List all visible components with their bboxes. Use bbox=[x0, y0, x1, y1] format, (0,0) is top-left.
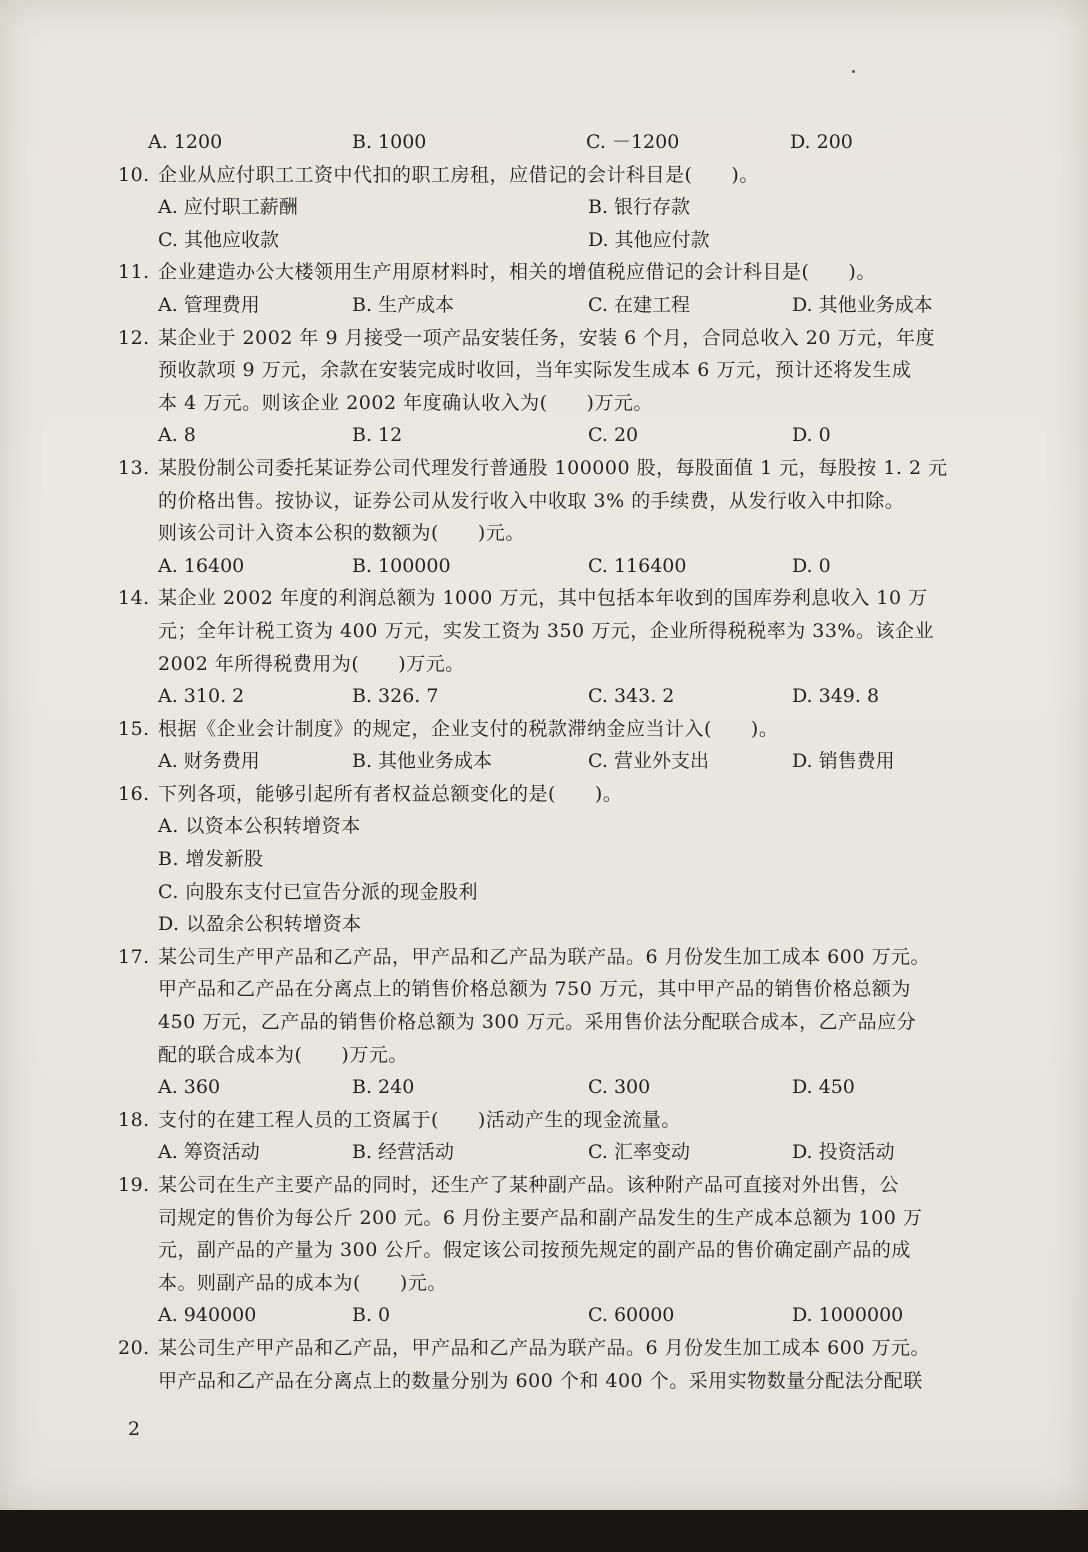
question-stem-continued: 450 万元，乙产品的销售价格总额为 300 万元。采用售价法分配联合成本，乙产品应分 bbox=[158, 1011, 917, 1034]
question-number: 13. bbox=[118, 456, 150, 479]
question-number: 15. bbox=[118, 717, 150, 740]
question-19 bbox=[118, 1169, 1008, 1332]
question-stem: 某企业于 2002 年 9 月接受一项产品安装任务，安装 6 个月，合同总收入 20 万元，年度 bbox=[158, 326, 936, 349]
question-list bbox=[118, 126, 1008, 1397]
question-stem: 企业从应付职工工资中代扣的职工房租，应借记的会计科目是( )。 bbox=[158, 163, 759, 186]
question-stem: 根据《企业会计制度》的规定，企业支付的税款滞纳金应当计入( )。 bbox=[158, 717, 779, 740]
question-number: 10. bbox=[118, 163, 150, 186]
option-b: B. 经营活动 bbox=[352, 1141, 455, 1164]
option-c: C. 在建工程 bbox=[588, 293, 690, 316]
option-c: C. 60000 bbox=[588, 1304, 675, 1327]
question-stem-continued: 2002 年所得税费用为( )万元。 bbox=[158, 652, 465, 675]
question-number: 19. bbox=[118, 1174, 150, 1196]
option-a: A. 310. 2 bbox=[158, 685, 245, 708]
question-number: 20. bbox=[118, 1336, 150, 1359]
question-11 bbox=[118, 256, 1008, 321]
option-d: D. 0 bbox=[792, 554, 831, 577]
question-17 bbox=[118, 941, 1008, 1104]
option-d: D. 其他应付款 bbox=[588, 228, 710, 251]
question-16 bbox=[118, 778, 1008, 941]
option-b: B. 326. 7 bbox=[352, 685, 439, 708]
options-row bbox=[118, 289, 1008, 322]
option-d: D. 销售费用 bbox=[792, 750, 895, 773]
options-row bbox=[118, 1299, 1008, 1332]
question-10 bbox=[118, 159, 1008, 257]
question-stem-continued: 甲产品和乙产品在分离点上的销售价格总额为 750 万元，其中甲产品的销售价格总额为 bbox=[158, 978, 911, 1001]
question-stem-continued: 司规定的售价为每公斤 200 元。6 月份主要产品和副产品发生的生产成本总额为 100 万 bbox=[158, 1206, 923, 1229]
question-stem: 某股份制公司委托某证券公司代理发行普通股 100000 股，每股面值 1 元，每股按 1. 2 元 bbox=[158, 456, 948, 479]
option-b: B. 增发新股 bbox=[158, 848, 264, 871]
question-stem-continued: 元，副产品的产量为 300 公斤。假定该公司按预先规定的副产品的售价确定副产品的成 bbox=[158, 1239, 911, 1262]
option-b: B. 100000 bbox=[352, 554, 451, 577]
question-stem: 某公司生产甲产品和乙产品，甲产品和乙产品为联产品。6 月份发生加工成本 600 万元。 bbox=[158, 945, 930, 968]
question-number: 16. bbox=[118, 782, 150, 805]
question-stem-continued: 元；全年计税工资为 400 万元，实发工资为 350 万元，企业所得税税率为 33%。该企业 bbox=[158, 619, 934, 642]
question-stem-continued: 的价格出售。按协议，证券公司从发行收入中收取 3% 的手续费，从发行收入中扣除。 bbox=[158, 489, 905, 512]
option-c: C. 20 bbox=[588, 424, 639, 447]
option-c: C. 116400 bbox=[588, 554, 687, 577]
question-stem-continued: 预收款项 9 万元，余款在安装完成时收回，当年实际发生成本 6 万元，预计还将发生成 bbox=[158, 359, 912, 382]
option-a: A. 以资本公积转增资本 bbox=[158, 815, 361, 838]
option-b: B. 0 bbox=[352, 1304, 391, 1327]
question-stem-continued: 则该公司计入资本公积的数额为( )元。 bbox=[158, 522, 525, 545]
question-number: 12. bbox=[118, 326, 150, 349]
question-stem: 某公司在生产主要产品的同时，还生产了某种副产品。该种附产品可直接对外出售，公 bbox=[158, 1174, 900, 1196]
option-d: D. 450 bbox=[792, 1076, 855, 1099]
option-a: A. 管理费用 bbox=[158, 293, 260, 316]
options-row bbox=[118, 224, 1008, 257]
scanner-edge bbox=[0, 1510, 1088, 1552]
question-stem-continued: 甲产品和乙产品在分离点上的数量分别为 600 个和 400 个。采用实物数量分配法分配联 bbox=[158, 1369, 923, 1392]
question-number: 18. bbox=[118, 1108, 150, 1131]
option-a: A. 财务费用 bbox=[158, 750, 260, 773]
option-d: D. 200 bbox=[790, 131, 853, 153]
option-a: A. 360 bbox=[158, 1076, 221, 1099]
question-20 bbox=[118, 1332, 1008, 1397]
question-stem: 某企业 2002 年度的利润总额为 1000 万元，其中包括本年收到的国库券利息收入 10 万 bbox=[158, 587, 928, 610]
options-row bbox=[118, 419, 1008, 452]
question-stem: 下列各项，能够引起所有者权益总额变化的是( )。 bbox=[158, 782, 623, 805]
option-b: B. 12 bbox=[352, 424, 403, 447]
question-15 bbox=[118, 713, 1008, 778]
options-row bbox=[118, 680, 1008, 713]
question-stem: 某公司生产甲产品和乙产品，甲产品和乙产品为联产品。6 月份发生加工成本 600 万元。 bbox=[158, 1336, 930, 1359]
question-9-options bbox=[118, 126, 1008, 159]
question-number: 17. bbox=[118, 945, 150, 968]
options-row bbox=[118, 191, 1008, 224]
option-c: C. 汇率变动 bbox=[588, 1141, 690, 1164]
option-a: A. 940000 bbox=[158, 1304, 257, 1327]
question-stem-continued: 本 4 万元。则该企业 2002 年度确认收入为( )万元。 bbox=[158, 391, 653, 414]
option-c: C. 向股东支付已宣告分派的现金股利 bbox=[158, 880, 478, 903]
option-c: C. －1200 bbox=[586, 131, 680, 153]
page-number: 2 bbox=[128, 1418, 141, 1440]
option-d: D. 349. 8 bbox=[792, 685, 880, 708]
question-number: 11. bbox=[118, 261, 150, 284]
option-d: D. 其他业务成本 bbox=[792, 293, 933, 316]
option-d: D. 以盈余公积转增资本 bbox=[158, 913, 362, 936]
question-14 bbox=[118, 582, 1008, 712]
options-row bbox=[118, 1071, 1008, 1104]
question-13 bbox=[118, 452, 1008, 582]
ink-speck bbox=[852, 70, 855, 73]
question-stem-continued: 本。则副产品的成本为( )元。 bbox=[158, 1271, 447, 1294]
option-b: B. 其他业务成本 bbox=[352, 750, 493, 773]
option-a: A. 16400 bbox=[158, 554, 245, 577]
question-12 bbox=[118, 322, 1008, 452]
option-c: C. 343. 2 bbox=[588, 685, 675, 708]
option-a: A. 8 bbox=[158, 424, 196, 447]
option-b: B. 银行存款 bbox=[588, 196, 691, 219]
option-d: D. 投资活动 bbox=[792, 1141, 895, 1164]
option-d: D. 1000000 bbox=[792, 1304, 904, 1327]
option-c: C. 营业外支出 bbox=[588, 750, 709, 773]
option-c: C. 其他应收款 bbox=[158, 228, 279, 251]
option-a: A. 应付职工薪酬 bbox=[158, 196, 298, 219]
question-stem: 企业建造办公大楼领用生产用原材料时，相关的增值税应借记的会计科目是( )。 bbox=[158, 261, 876, 284]
options-row bbox=[118, 745, 1008, 778]
option-d: D. 0 bbox=[792, 424, 831, 447]
option-b: B. 1000 bbox=[352, 131, 427, 153]
option-c: C. 300 bbox=[588, 1076, 651, 1099]
options-row bbox=[118, 550, 1008, 583]
question-stem-continued: 配的联合成本为( )万元。 bbox=[158, 1043, 408, 1066]
question-18 bbox=[118, 1104, 1008, 1169]
option-a: A. 1200 bbox=[148, 131, 223, 153]
question-number: 14. bbox=[118, 587, 150, 610]
options-row bbox=[118, 1136, 1008, 1169]
option-b: B. 生产成本 bbox=[352, 293, 455, 316]
option-b: B. 240 bbox=[352, 1076, 415, 1099]
question-stem: 支付的在建工程人员的工资属于( )活动产生的现金流量。 bbox=[158, 1108, 681, 1131]
option-a: A. 筹资活动 bbox=[158, 1141, 260, 1164]
